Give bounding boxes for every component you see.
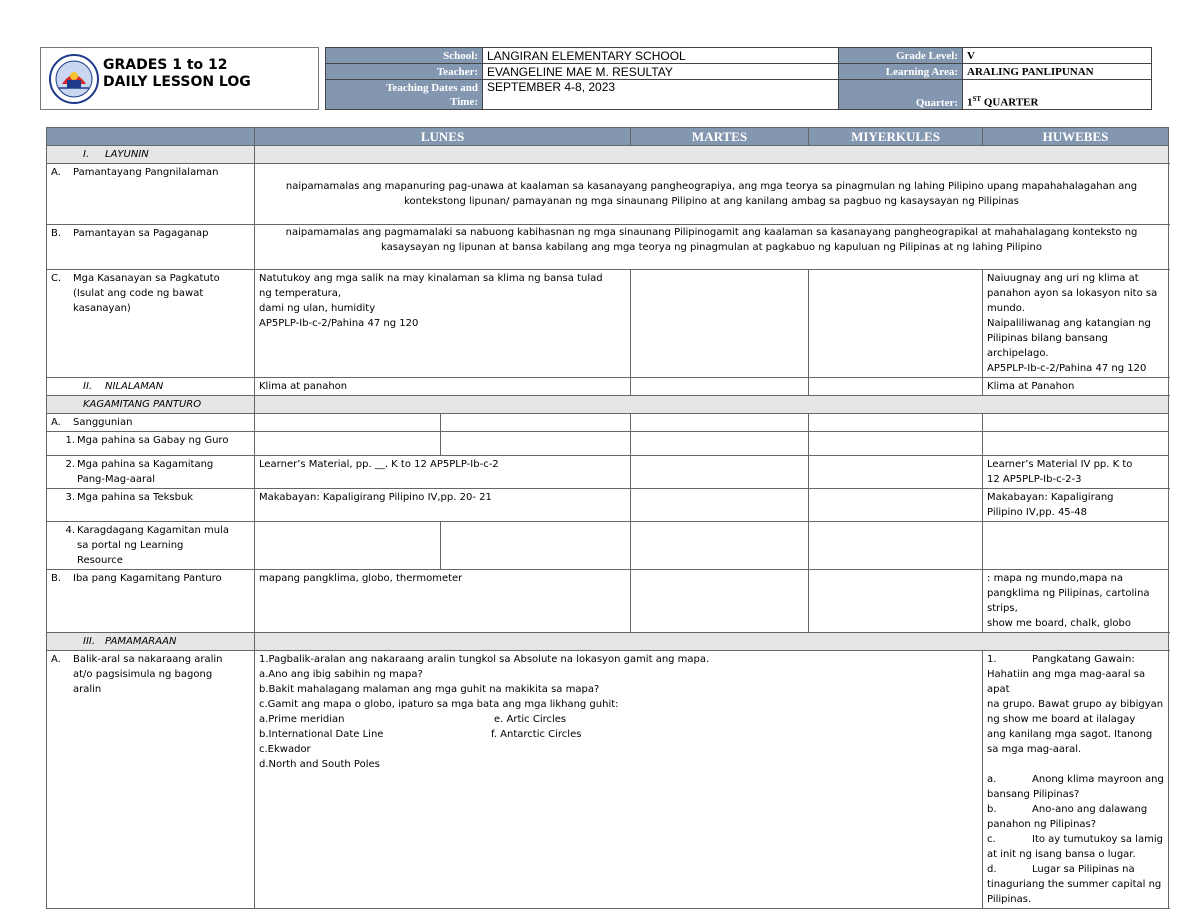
cell-huwebes: 1. Pangkatang Gawain: Hahatiin ang mga mag-aaral sa apat na grupo. Bawat grupo ay bibigyan ng show me board at ilalagay ang kanilang mga sagot. Itanong sa mga mag-aaral. a. Anong klima mayroon ang bansang Pilipinas? b. Ano-ano ang dalawang panahon ng Pilipinas? c. Ito ay tumutukoy sa lamig at init ng isang bansa o lugar. d. Lugar sa Pilipinas na tinaguriang the summer capital ng Pilipinas. — [983, 651, 1169, 909]
section-title: LAYUNIN — [105, 149, 149, 160]
section-title: PAMAMARAAN — [105, 636, 177, 647]
day-header-huwebes: HUWEBES — [983, 128, 1169, 146]
quarter-label: Quarter: — [839, 80, 963, 110]
deped-seal-icon — [49, 54, 99, 104]
row-label: II. NILALAMAN — [47, 378, 255, 396]
cell-huwebes: : mapa ng mundo,mapa na pangklima ng Pilipinas, cartolina strips, show me board, chalk, globo — [983, 570, 1169, 633]
day-header-lunes: LUNES — [255, 128, 631, 146]
row-label: B. Iba pang Kagamitang Panturo — [47, 570, 255, 633]
row-kasanayan — [47, 270, 1169, 378]
cell-lunes: Makabayan: Kapaligirang Pilipino IV,pp. 20- 21 — [255, 489, 631, 522]
header-info-table — [325, 47, 1152, 110]
corner-header — [47, 128, 255, 146]
row-gabay-ng-guro — [47, 432, 1169, 456]
row-label: 4. Karagdagang Kagamitan mula sa portal ng Learning Resource — [47, 522, 255, 570]
grade-level-label: Grade Level: — [839, 48, 963, 64]
content-standard: naipamamalas ang mapanuring pag-unawa at kaalaman sa kasanayang pangheograpiya, ang mga teorya sa pinagmulan ng lahing Pilipino upang mapahahalagahan ang kontekstong lipunan/ pamayanan ng mga sinaunang Pilipino at ang kanilang ambag sa pagbuo ng kasaysayan ng Pilipinas — [255, 164, 1169, 225]
day-header-martes: MARTES — [631, 128, 809, 146]
row-balik-aral — [47, 651, 1169, 909]
day-header-row — [47, 128, 1169, 146]
performance-standard: naipamamalas ang pagmamalaki sa nabuong kabihasnan ng mga sinaunang Pilipinogamit ang kaalaman sa kasanayang pangheograpikal at mahahalagang konteksto ng kasaysayan ng lipunan at bansa kabilang ang mga teorya ng pinagmulan at pagkabuo ng kapuluan ng Pilipinas at ng lahing Pilipino — [255, 225, 1169, 270]
row-karagdagang-kagamitan — [47, 522, 1169, 570]
page-title: GRADES 1 to 12 DAILY LESSON LOG — [103, 57, 251, 90]
cell-huwebes: Klima at Panahon — [983, 378, 1169, 396]
school-label: School: — [326, 48, 483, 64]
cell-lunes: 1.Pagbalik-aralan ang nakaraang aralin tungkol sa Absolute na lokasyon gamit ang mapa. a.Ano ang ibig sabihin ng mapa? b.Bakit mahalagang malaman ang mga guhit na makikita sa mapa? c.Gamit ang mapa o globo, ipaturo sa mga bata ang mga likhang guhit: a.Prime meridian e. Artic Circles b.International Date Line f. Antarctic Circles c.Ekwador d.North and South Poles — [255, 651, 983, 909]
grade-level-value: V — [963, 48, 1152, 64]
row-label: A. Balik-aral sa nakaraang aralin at/o pagsisimula ng bagong aralin — [47, 651, 255, 909]
teacher-label: Teacher: — [326, 64, 483, 80]
dates-label: Teaching Dates and Time: — [326, 80, 483, 110]
teacher-value: EVANGELINE MAE M. RESULTAY — [483, 64, 839, 80]
cell-miyerkules — [809, 270, 983, 378]
row-sanggunian — [47, 414, 1169, 432]
cell-huwebes: Learner’s Material IV pp. K to 12 AP5PLP-Ib-c-2-3 — [983, 456, 1169, 489]
section-kagamitang-panturo — [47, 396, 1169, 414]
day-header-miyerkules: MIYERKULES — [809, 128, 983, 146]
row-pamantayang-pangnilalaman — [47, 164, 1169, 225]
cell-huwebes: Makabayan: Kapaligirang Pilipino IV,pp. 45-48 — [983, 489, 1169, 522]
row-label: A. Pamantayang Pangnilalaman — [47, 164, 255, 225]
row-pamantayan-sa-pagaganap — [47, 225, 1169, 270]
cell-lunes: Learner’s Material, pp. __. K to 12 AP5PLP-Ib-c-2 — [255, 456, 631, 489]
row-label: 2. Mga pahina sa Kagamitang Pang-Mag-aaral — [47, 456, 255, 489]
school-value: LANGIRAN ELEMENTARY SCHOOL — [483, 48, 839, 64]
row-nilalaman — [47, 378, 1169, 396]
learning-area-value: ARALING PANLIPUNAN — [963, 64, 1152, 80]
section-title: KAGAMITANG PANTURO — [83, 399, 202, 410]
lesson-log-table — [46, 127, 1169, 909]
cell-lunes: Natutukoy ang mga salik na may kinalaman sa klima ng bansa tulad ng temperatura, dami ng ulan, humidity AP5PLP-Ib-c-2/Pahina 47 ng 120 — [255, 270, 631, 378]
row-label: 3. Mga pahina sa Teksbuk — [47, 489, 255, 522]
cell-huwebes: Naiuugnay ang uri ng klima at panahon ayon sa lokasyon nito sa mundo. Naipaliliwanag ang katangian ng Pilipinas bilang bansang archipelago. AP5PLP-Ib-c-2/Pahina 47 ng 120 — [983, 270, 1169, 378]
row-kagamitang-mag-aaral — [47, 456, 1169, 489]
section-layunin: I. LAYUNIN — [47, 146, 1169, 164]
row-label: C. Mga Kasanayan sa Pagkatuto (Isulat ang code ng bawat kasanayan) — [47, 270, 255, 378]
section-pamamaraan: III. PAMAMARAAN — [47, 633, 1169, 651]
learning-area-label: Learning Area: — [839, 64, 963, 80]
row-iba-pang-kagamitan — [47, 570, 1169, 633]
cell-martes — [631, 270, 809, 378]
header-logo-box — [40, 47, 319, 110]
row-label: B. Pamantayan sa Pagaganap — [47, 225, 255, 270]
row-label: A. Sanggunian — [47, 414, 255, 432]
cell-lunes: mapang pangklima, globo, thermometer — [255, 570, 631, 633]
cell-lunes: Klima at panahon — [255, 378, 631, 396]
quarter-value: 1ST QUARTER — [963, 80, 1152, 110]
dates-value: SEPTEMBER 4-8, 2023 — [483, 80, 839, 110]
row-teksbuk — [47, 489, 1169, 522]
row-label: 1. Mga pahina sa Gabay ng Guro — [47, 432, 255, 456]
